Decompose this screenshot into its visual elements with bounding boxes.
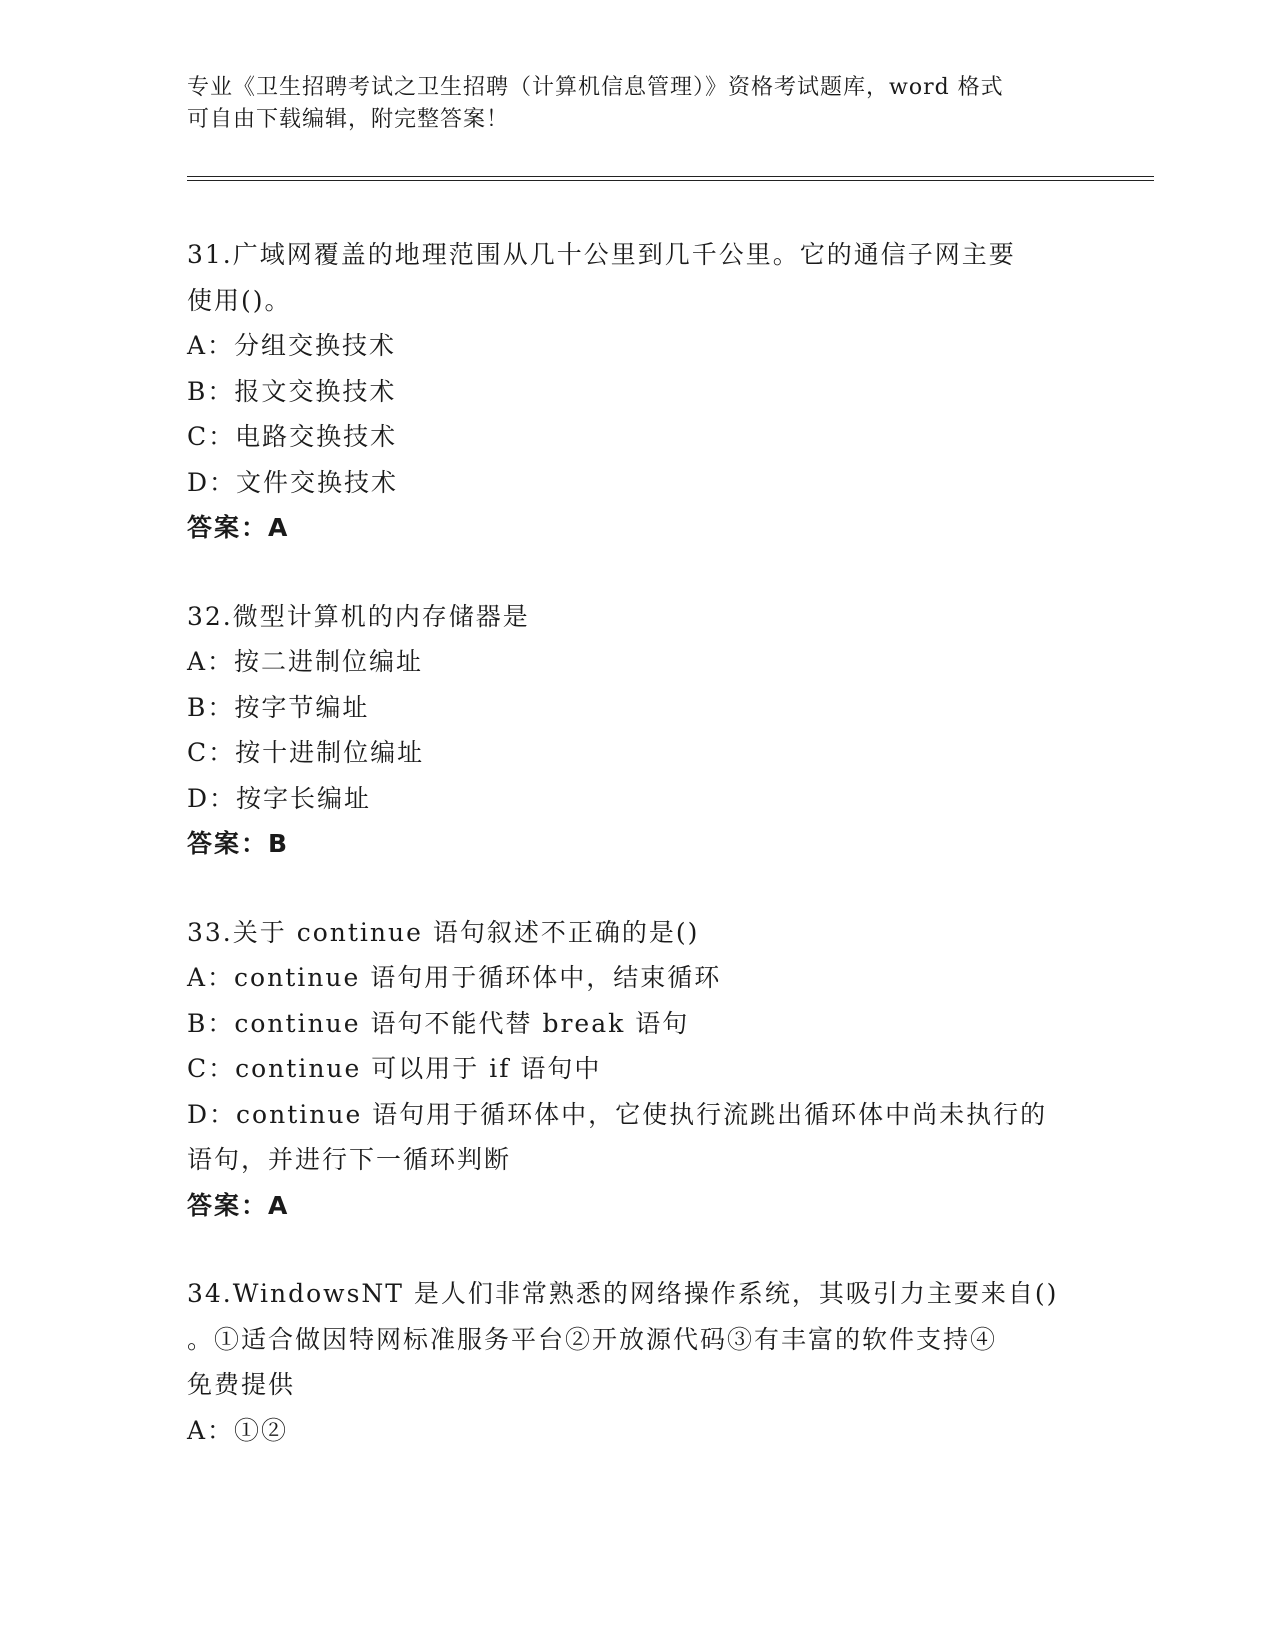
option-a: A：continue 语句用于循环体中，结束循环 (187, 963, 722, 992)
option-b: B：continue 语句不能代替 break 语句 (187, 1008, 690, 1038)
option-d: D：continue 语句用于循环体中，它使执行流跳出循环体中尚未执行的 (187, 1099, 1048, 1129)
header-line-1: 专业《卫生招聘考试之卫生招聘（计算机信息管理）》资格考试题库，word 格式 (187, 75, 1004, 100)
option-a: A：①② (187, 1415, 289, 1445)
header-divider (187, 176, 1154, 181)
question-stem-line: 32.微型计算机的内存储器是 (187, 601, 530, 631)
header-line-2: 可自由下载编辑，附完整答案！ (187, 107, 510, 132)
option-c: C：电路交换技术 (187, 422, 398, 451)
question-stem-line: 。①适合做因特网标准服务平台②开放源代码③有丰富的软件支持④ (187, 1324, 998, 1354)
option-a: A：分组交换技术 (187, 331, 397, 360)
answer-line: 答案：A (187, 1190, 290, 1220)
option-c: C：按十进制位编址 (187, 738, 425, 767)
option-d-continued: 语句，并进行下一循环判断 (187, 1145, 512, 1174)
question-list (187, 232, 1087, 1496)
question-stem-line: 34.WindowsNT 是人们非常熟悉的网络操作系统，其吸引力主要来自() (187, 1279, 1059, 1308)
question-31 (187, 232, 1087, 551)
option-a: A：按二进制位编址 (187, 647, 424, 676)
question-stem-line: 免费提供 (187, 1370, 296, 1399)
question-stem-line: 使用()。 (187, 285, 292, 315)
option-d: D：按字长编址 (187, 783, 372, 813)
question-stem-line: 33.关于 continue 语句叙述不正确的是() (187, 917, 700, 947)
document-header (187, 72, 1087, 136)
option-b: B：报文交换技术 (187, 376, 397, 406)
question-34 (187, 1271, 1087, 1453)
option-b: B：按字节编址 (187, 692, 370, 722)
answer-line: 答案：A (187, 513, 290, 542)
option-d: D：文件交换技术 (187, 467, 399, 497)
option-c: C：continue 可以用于 if 语句中 (187, 1054, 602, 1083)
answer-line: 答案：B (187, 829, 290, 858)
question-stem-line: 31.广域网覆盖的地理范围从几十公里到几千公里。它的通信子网主要 (187, 240, 1016, 269)
question-32 (187, 594, 1087, 867)
question-33 (187, 910, 1087, 1229)
